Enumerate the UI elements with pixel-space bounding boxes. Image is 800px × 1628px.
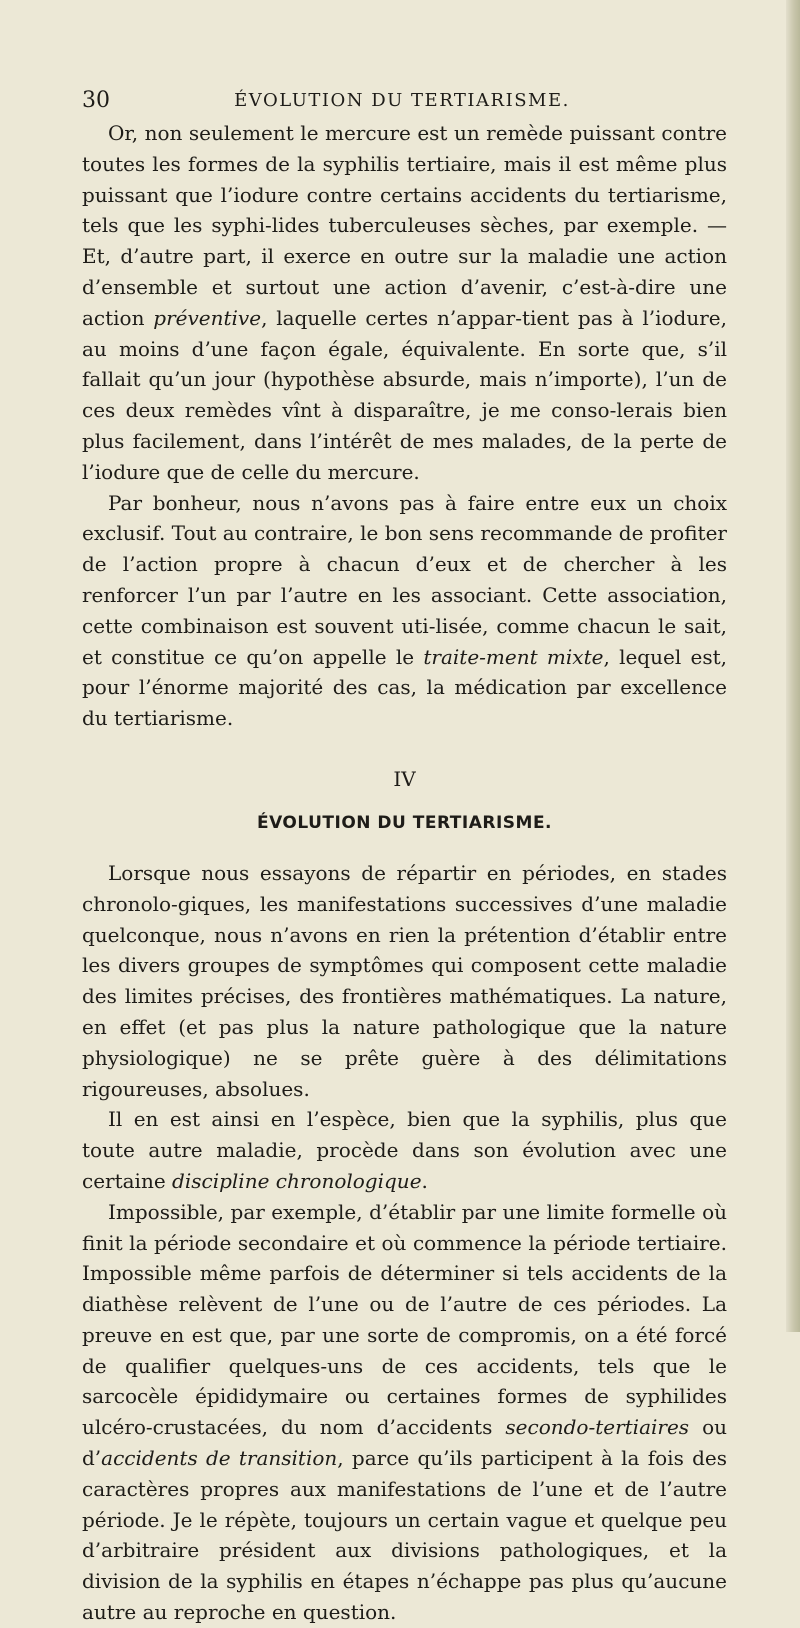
paragraphs-before	[82, 118, 727, 734]
section-number: IV	[393, 766, 416, 791]
italic-text: discipline chronologique	[172, 1168, 422, 1193]
text-run: , laquelle certes n’appar-tient pas à l’iodure, au moins d’une façon égale, équivalente. En sorte que, s’il fallait qu’un jour (hypothèse absurde, mais n’importe), l’un de ces deux remèdes vînt à disparaître, je me conso-lerais bien plus facilement, dans l’intérêt de mes malades, de la perte de l’iodure que de celle du mercure.	[82, 305, 727, 484]
text-run: , parce qu’ils participent à la fois des caractères propres aux manifestations de l’une et de l’autre période. Je le répète, toujours un certain vague et quelque peu d’arbitraire président aux divisions pathologiques, et la division de la syphilis en étapes n’échappe pas plus qu’aucune autre au reproche en question.	[82, 1446, 727, 1625]
paragraph	[82, 118, 727, 488]
text-run: ou d’	[82, 1415, 728, 1471]
text-run: Or, non seulement le mercure est un remède puissant contre toutes les formes de la syphilis tertiaire, mais il est même plus puissant que l’iodure contre certains accidents du tertiarisme, tels que les syphi-lides tuberculeuses sèches, par exemple. — Et, d’autre part, il exerce en outre sur la maladie une action d’ensemble et surtout une action d’avenir, c’est-à-dire une action	[82, 121, 727, 330]
italic-text: traite-ment mixte	[423, 644, 604, 669]
paragraph	[82, 488, 727, 734]
text-run: Par bonheur, nous n’avons pas à faire entre eux un choix exclusif. Tout au contraire, le bon sens recommande de profiter de l’action propre à chacun d’eux et de chercher à les renforcer l’un par l’autre en les associant. Cette association, cette combinaison est souvent uti-lisée, comme chacun le sait, et constitue ce qu’on appelle le	[82, 490, 727, 669]
paragraph	[82, 858, 727, 1104]
page-edge-shadow	[786, 0, 800, 1332]
italic-text: préventive	[153, 305, 262, 330]
text-run: Lorsque nous essayons de répartir en périodes, en stades chronolo-giques, les manifestations successives d’une maladie quelconque, nous n’avons en rien la prétention d’établir entre les divers groupes de symptômes qui composent cette maladie des limites précises, des frontières mathématiques. La nature, en effet (et pas plus la nature pathologique que la nature physiologique) ne se prête guère à des délimitations rigoureuses, absolues.	[82, 860, 727, 1101]
text-run: Il en est ainsi en l’espèce, bien que la syphilis, plus que toute autre maladie, procède dans son évolution avec une certaine	[82, 1107, 727, 1193]
text-run: Impossible, par exemple, d’établir par une limite formelle où finit la période secondaire et où commence la période tertiaire. Impossible même parfois de déterminer si tels accidents de la diathèse relèvent de l’une ou de l’autre de ces périodes. La preuve en est que, par une sorte de compromis, on a été forcé de qualifier quelques-uns de ces accidents, tels que le sarcocèle épididymaire ou certaines formes de syphilides ulcéro-crustacées, du nom d’accidents	[82, 1199, 727, 1440]
text-run: .	[421, 1168, 428, 1193]
page-header	[82, 86, 722, 116]
page-body	[82, 118, 727, 1628]
running-title: ÉVOLUTION DU TERTIARISME.	[234, 90, 570, 111]
paragraph	[82, 1104, 727, 1196]
paragraph	[82, 1197, 727, 1628]
italic-text: secondo-tertiaires	[505, 1415, 690, 1440]
italic-text: accidents de transition	[101, 1446, 338, 1471]
paragraphs-after	[82, 858, 727, 1628]
section-title: ÉVOLUTION DU TERTIARISME.	[256, 812, 553, 833]
text-run: , lequel est, pour l’énorme majorité des cas, la médication par excellence du tertiarisme.	[82, 644, 727, 731]
page-number: 30	[82, 88, 110, 113]
